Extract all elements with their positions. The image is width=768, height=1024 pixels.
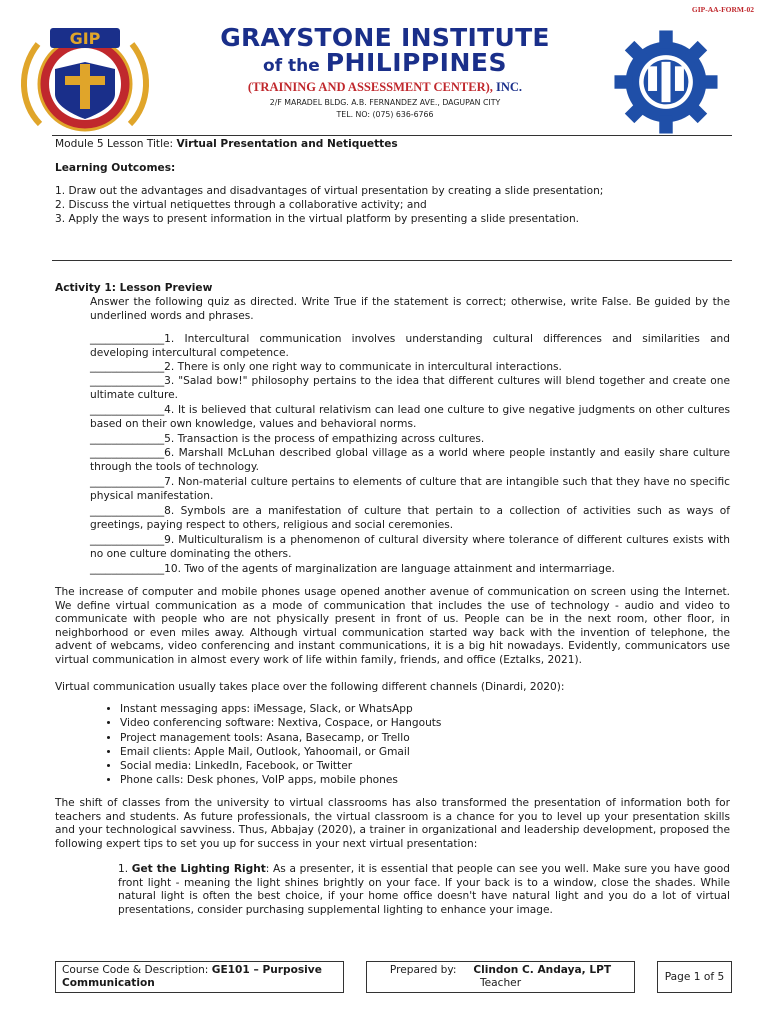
footer-gap [344, 962, 367, 993]
channels-list [98, 702, 720, 788]
tip-text: : As a presenter, it is essential that people can see you well. Make sure you have good front light - meaning the light shines brightly on your face. If your back is to a window, close the shades. While natural light is often the best choice, if your home office doesn't have natural light and you do a lot of virtual presentations, consider purchasing supplemental lighting to enhance your image. [118, 863, 730, 916]
paragraph-virtual-classrooms: The shift of classes from the university to virtual classrooms has also transformed the presentation of information both for teachers and students. As future professionals, the virtual classroom is a chance for you to level up your presentation skills and your technological savviness. Thus, Abbajay (2020), a trainer in organizational and leadership development, proposed the following expert tips to set you up for success in your next virtual presentation: [55, 797, 730, 850]
tesda-gear-logo [610, 26, 722, 138]
module-title [55, 138, 730, 152]
list-item: • Instant messaging apps: iMessage, Slack, or WhatsApp [120, 702, 720, 716]
logo-text: GIP [69, 29, 101, 48]
footer-course [56, 962, 344, 993]
institute-address [200, 97, 570, 121]
footer-prepared [367, 962, 635, 993]
paragraph-channels-intro: Virtual communication usually takes place over the following different channels (Dinardi, 2020): [55, 681, 565, 693]
address-line: 2/F MARADEL BLDG. A.B. FERNANDEZ AVE., DAGUPAN CITY [269, 98, 501, 107]
header-divider [52, 135, 732, 136]
quiz-item-text: ______________4. It is believed that cultural relativism can lead one culture to give negative judgments on other cultures based on their own knowledge, values and behavioral norms. [90, 404, 730, 430]
institute-name: GRAYSTONE INSTITUTE [220, 23, 550, 52]
quiz-item-text: ______________1. Intercultural communication involves understanding cultural differences and similarities and developing intercultural competence. [90, 333, 730, 359]
subtitle-inc: INC. [496, 80, 523, 94]
quiz-item-text: ______________6. Marshall McLuhan described global village as a world where people instantly and easily share culture through the tools of technology. [90, 447, 730, 473]
quiz-item-5 [90, 433, 730, 447]
quiz-item-10 [90, 563, 730, 577]
quiz-item-text: ______________9. Multiculturalism is a phenomenon of cultural diversity where tolerance of different cultures exists with no one culture dominating the others. [90, 534, 730, 560]
quiz-item-1 [90, 333, 730, 360]
institute-name-line2 [200, 50, 570, 79]
outcome-1: 1. Draw out the advantages and disadvantages of virtual presentation by creating a slide presentation; [55, 185, 604, 197]
outcome-2: 2. Discuss the virtual netiquettes through a collaborative activity; and [55, 199, 427, 211]
outcome-3: 3. Apply the ways to present information in the virtual platform by presenting a slide presentation. [55, 213, 580, 225]
outcomes-heading [55, 162, 730, 176]
title-philippines: PHILIPPINES [325, 48, 507, 77]
quiz-item-text: ______________7. Non-material culture pertains to elements of culture that are intangible such that they have no specific physical manifestation. [90, 476, 730, 502]
quiz-item-text: ______________10. Two of the agents of marginalization are language attainment and intermarriage. [90, 563, 615, 575]
list-item: • Video conferencing software: Nextiva, Cospace, or Hangouts [120, 716, 720, 730]
quiz-item-7 [90, 476, 730, 503]
quiz-item-6 [90, 447, 730, 474]
quiz-item-text: ______________8. Symbols are a manifestation of culture that pertain to a collection of activities such as ways of greetings, paying respect to others, religious and social ceremonies. [90, 505, 730, 531]
quiz-item-text: ______________5. Transaction is the process of empathizing across cultures. [90, 433, 485, 445]
quiz-item-4 [90, 404, 730, 431]
list-item: • Email clients: Apple Mail, Outlook, Yahoomail, or Gmail [120, 745, 720, 759]
quiz-item-text: ______________3. "Salad bow!" philosophy pertains to the idea that different cultures will blend together and create one ultimate culture. [90, 375, 730, 401]
quiz-item-text: ______________2. There is only one right way to communicate in intercultural interactions. [90, 361, 562, 373]
telephone-line: TEL. NO: (075) 636-6766 [336, 110, 434, 119]
module-title-prefix: Module 5 Lesson Title: [55, 138, 177, 150]
outcomes-heading-text: Learning Outcomes: [55, 162, 176, 174]
quiz-item-9 [90, 534, 730, 561]
footer-table [55, 961, 732, 993]
tip-title: Get the Lighting Right [131, 863, 266, 875]
course-label: Course Code & Description: [62, 964, 212, 976]
quiz-item-2 [90, 361, 730, 375]
list-item: • Phone calls: Desk phones, VoIP apps, mobile phones [120, 773, 720, 787]
school-seal-logo [10, 14, 160, 134]
footer-page: Page 1 of 5 [658, 962, 732, 993]
tip-lighting [118, 863, 730, 917]
prepared-role: Teacher [479, 977, 522, 989]
prepared-name: Clindon C. Andaya, LPT [473, 964, 612, 976]
footer-gap [635, 962, 658, 993]
list-item: • Project management tools: Asana, Basecamp, or Trello [120, 731, 720, 745]
institute-subtitle [200, 80, 570, 95]
subtitle-text: (TRAINING AND ASSESSMENT CENTER), [247, 80, 497, 94]
activity-heading-text: Activity 1: Lesson Preview [55, 282, 213, 294]
tip-number: 1. [118, 863, 132, 875]
title-of: of the [263, 56, 326, 76]
activity-instructions: Answer the following quiz as directed. Write True if the statement is correct; otherwise, write False. Be guided by the underlined words and phrases. [90, 296, 730, 322]
paragraph-virtual-communication: The increase of computer and mobile phones usage opened another avenue of communication on screen using the Internet. We define virtual communication as a mode of communication that includes the use of technology - audio and video to communicate with people who are not physically present in front of us. People can be in the next room, other floor, in neighborhood or even miles away. Although virtual communication started way back with the invention of telephone, the advent of webcams, video conferencing and instant communications, it is a big hit nowadays. Evidently, communicators use virtual communication in almost every work of life within family, friends, and office (Eztalks, 2021). [55, 586, 730, 666]
list-item: • Social media: LinkedIn, Facebook, or Twitter [120, 759, 720, 773]
activity-heading [55, 282, 730, 296]
prepared-label: Prepared by: [389, 964, 457, 976]
course-value: GE101 – Purposive Communication [62, 964, 322, 989]
quiz-item-8 [90, 505, 730, 532]
quiz-item-3 [90, 375, 730, 402]
outcomes-divider [52, 260, 732, 261]
form-code: GIP-AA-FORM-02 [691, 5, 754, 14]
module-title-text: Virtual Presentation and Netiquettes [176, 138, 398, 150]
